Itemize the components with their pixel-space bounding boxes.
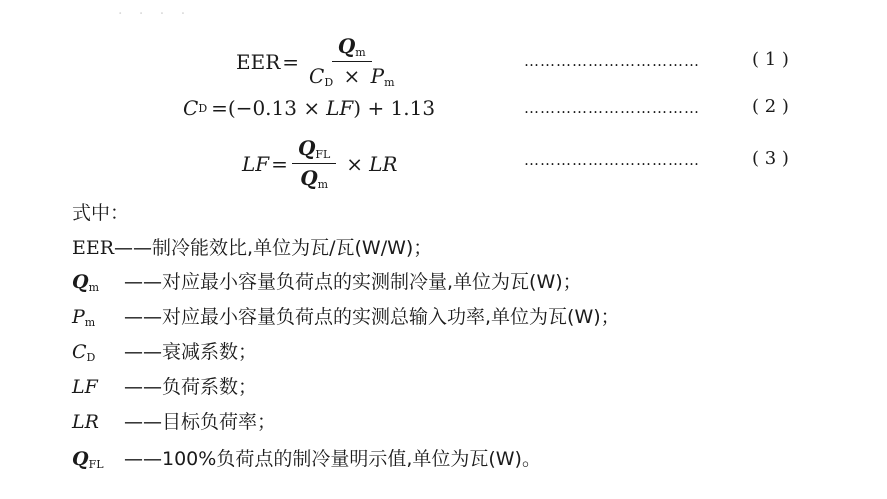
definition-eer (72, 233, 432, 260)
eq1-number: ( 1 ) (752, 49, 789, 70)
def-symbol-group (72, 341, 124, 364)
def-symbol: LR (72, 411, 99, 433)
eq3-leader-dots: …………………………… (524, 151, 700, 169)
def-symbol: Q (72, 448, 89, 470)
def-symbol: EER (72, 237, 115, 259)
eq1-den-operator: × (343, 64, 361, 88)
eq1-num-subscript: m (355, 46, 366, 59)
eq1-den-subscript-2: m (384, 76, 395, 89)
where-label: 式中： (72, 202, 130, 224)
eq2-lhs-symbol: C (183, 96, 199, 120)
def-symbol: Q (72, 271, 89, 293)
def-symbol: C (72, 341, 87, 363)
eq3-num-subscript: FL (315, 148, 331, 161)
eq3-number: ( 3 ) (752, 148, 789, 169)
eq2-rhs-variable: LF (326, 96, 354, 120)
eq1-equals: = (282, 49, 300, 74)
def-subscript: FL (88, 458, 104, 471)
eq3-operator: × (346, 151, 364, 176)
eq1-fraction (303, 34, 401, 89)
def-symbol: P (72, 306, 85, 328)
def-symbol-group (72, 306, 124, 329)
eq3-den-subscript: m (317, 178, 329, 191)
equation-1 (236, 34, 405, 89)
eq2-number: ( 2 ) (752, 96, 789, 117)
def-description: ——制冷能效比,单位为瓦/瓦(W/W)； (114, 237, 433, 259)
eq2-rhs-post: ) + 1.13 (353, 96, 436, 120)
eq3-num-symbol: Q (297, 136, 316, 160)
eq3-variable: LR (369, 151, 398, 176)
eq3-den-symbol: Q (300, 166, 318, 190)
def-symbol-group (72, 271, 124, 294)
eq3-equals: = (271, 151, 288, 176)
def-subscript: D (86, 351, 96, 364)
eq3-denominator (294, 164, 334, 191)
eq1-den-symbol-2: P (370, 64, 385, 88)
def-description: ——对应最小容量负荷点的实测总输入功率,单位为瓦(W)； (124, 306, 620, 328)
def-description: ——对应最小容量负荷点的实测制冷量,单位为瓦(W)； (124, 271, 582, 293)
faded-header-text: · · · · (118, 6, 192, 22)
eq1-den-subscript-1: D (324, 76, 334, 89)
def-description: ——100%负荷点的制冷量明示值,单位为瓦(W)。 (124, 448, 541, 470)
def-symbol-group (72, 448, 124, 471)
definition-lr (72, 407, 276, 434)
eq1-num-symbol: Q (337, 34, 356, 58)
def-description: ——负荷系数； (124, 376, 258, 398)
equation-3 (242, 136, 397, 191)
eq2-leader-dots: …………………………… (524, 99, 700, 117)
definition-qm (72, 267, 582, 294)
def-symbol: LF (72, 376, 98, 398)
eq1-lhs: EER (236, 49, 281, 74)
definition-lf (72, 372, 257, 399)
definition-qfl (72, 444, 541, 471)
eq1-denominator (303, 62, 401, 89)
eq1-leader-dots: …………………………… (524, 52, 700, 70)
eq3-lhs: LF (242, 151, 270, 176)
eq1-den-symbol-1: C (309, 64, 325, 88)
eq1-numerator (332, 34, 372, 62)
definition-cd (72, 337, 257, 364)
def-subscript: m (84, 316, 96, 329)
def-description: ——衰减系数； (124, 341, 258, 363)
def-description: ——目标负荷率； (124, 411, 277, 433)
equation-2 (183, 96, 435, 120)
eq3-numerator (292, 136, 336, 164)
definition-pm (72, 302, 620, 329)
eq2-lhs-subscript: D (198, 101, 208, 115)
eq2-rhs-pre: =(−0.13 × (211, 96, 321, 120)
eq3-fraction (292, 136, 336, 191)
def-subscript: m (88, 281, 99, 294)
